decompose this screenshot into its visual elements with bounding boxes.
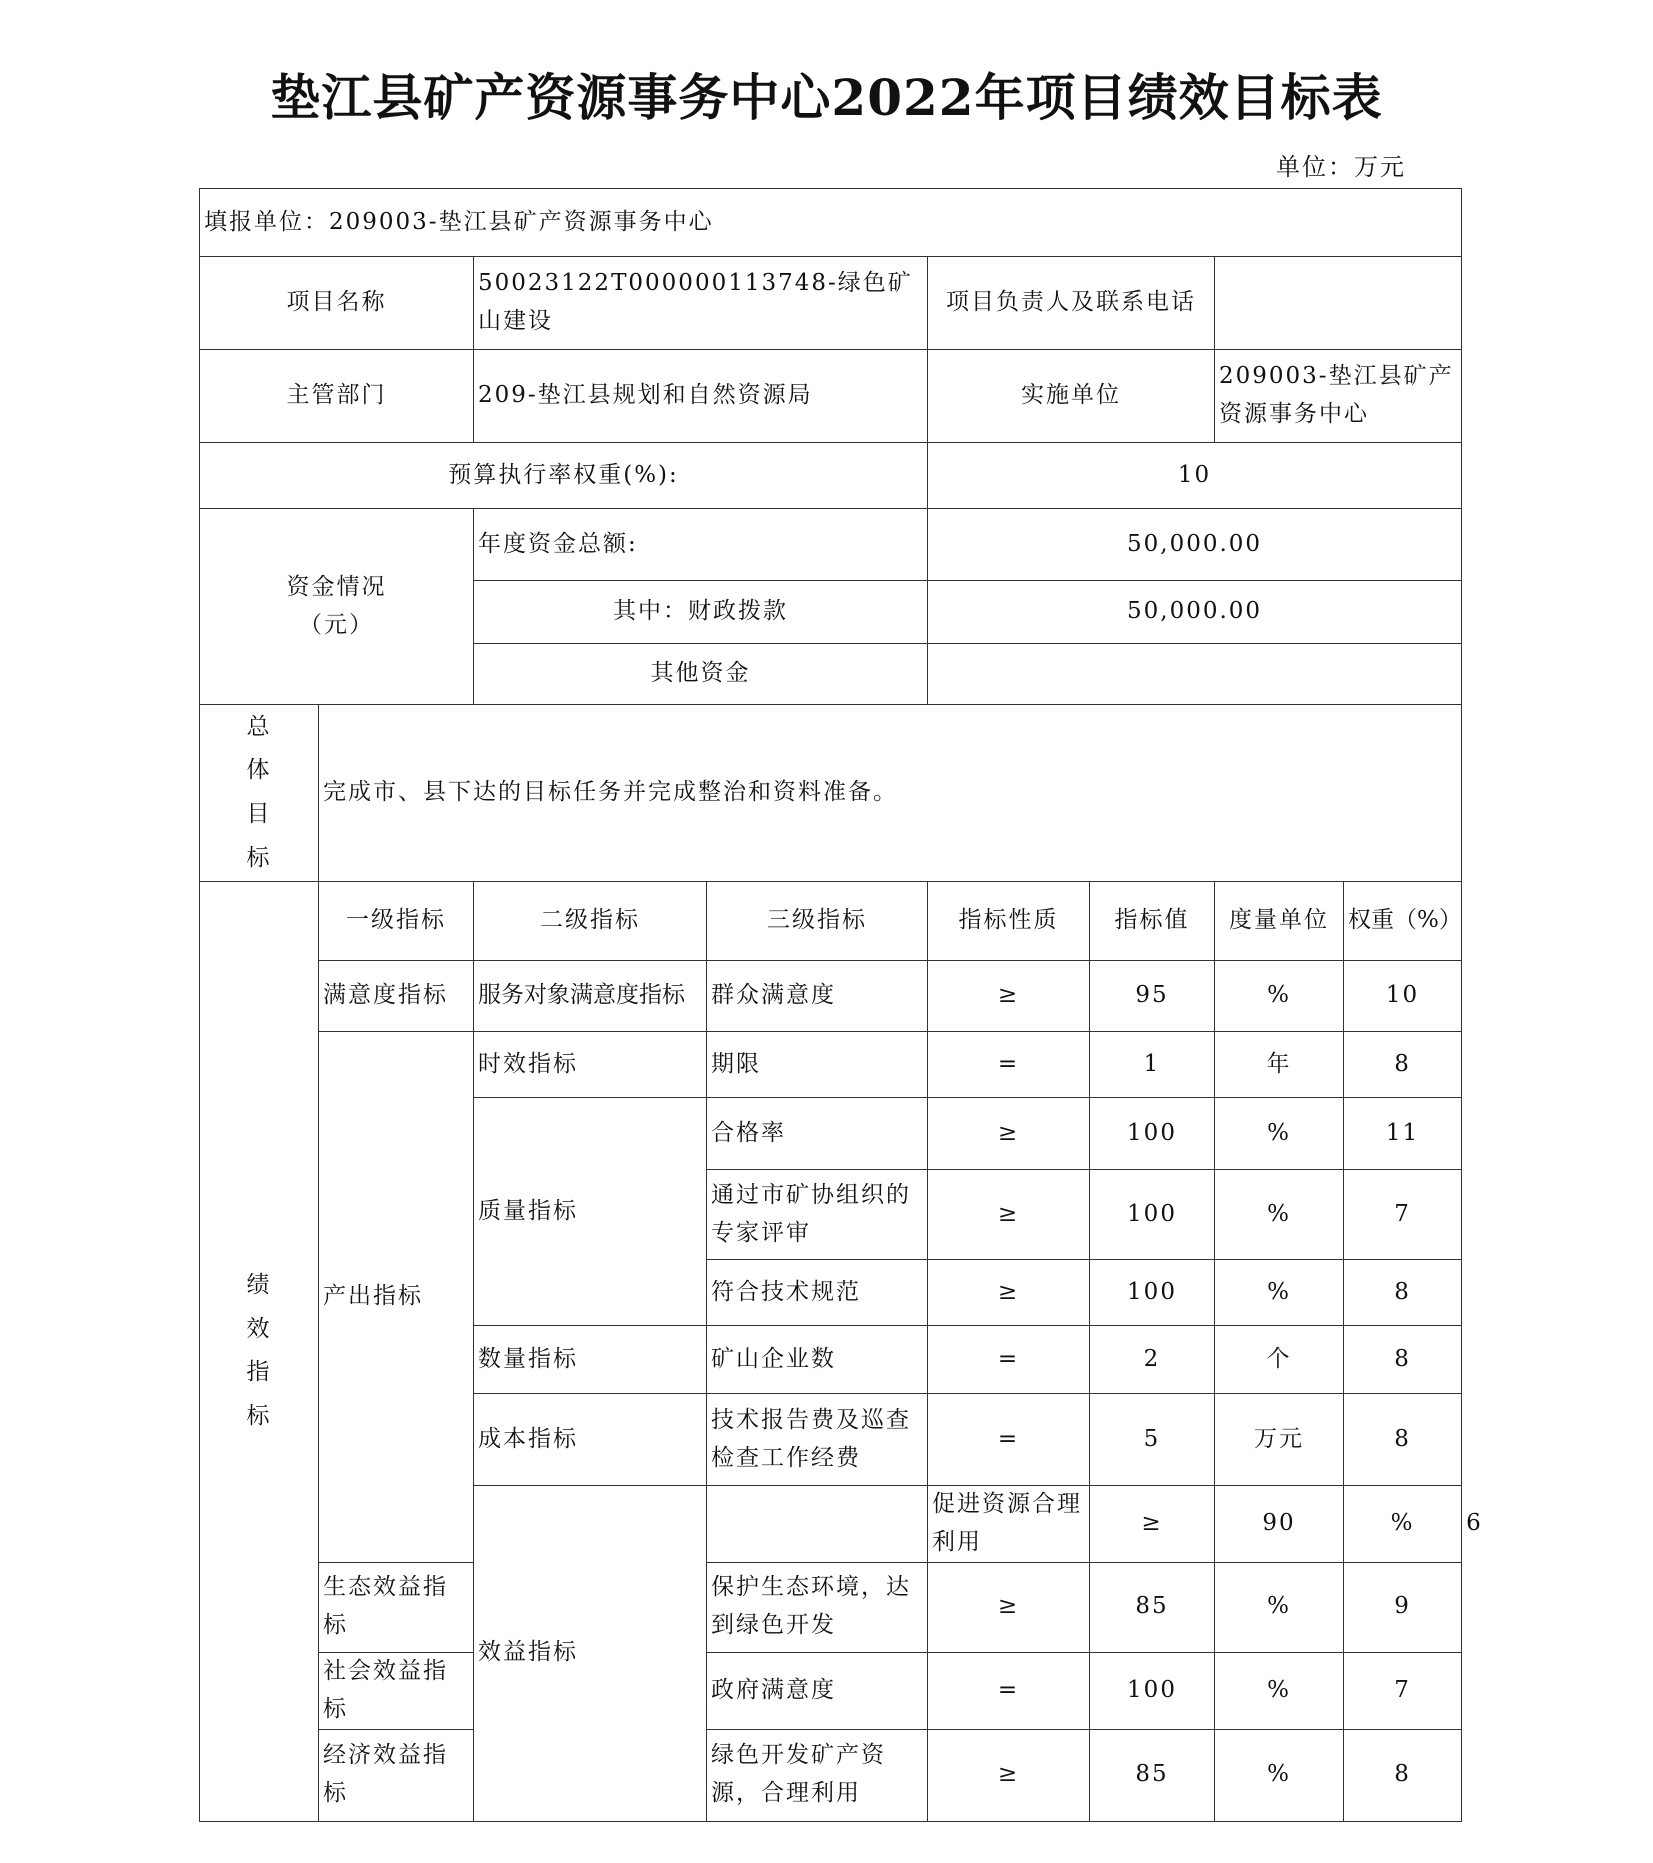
goal-text: 完成市、县下达的目标任务并完成整治和资料准备。 xyxy=(319,705,1462,882)
nature-cell: ≥ xyxy=(928,1260,1090,1326)
value-cell: 95 xyxy=(1090,961,1215,1032)
page-title: 垫江县矿产资源事务中心2022年项目绩效目标表 xyxy=(270,68,1383,127)
impl-value: 209003-垫江县矿产资源事务中心 xyxy=(1215,350,1462,443)
funds-label-line2: （元） xyxy=(299,611,374,638)
unit-cell: % xyxy=(1215,1652,1344,1729)
value-cell: 90 xyxy=(1215,1486,1344,1563)
level1-cell: 满意度指标 xyxy=(319,961,474,1032)
level1-cell: 效益指标 xyxy=(474,1486,707,1822)
unit-cell: 万元 xyxy=(1215,1394,1344,1486)
unit-cell: 年 xyxy=(1215,1032,1344,1098)
goal-label-char: 标 xyxy=(246,844,272,871)
contact-value xyxy=(1215,257,1462,350)
header-nature: 指标性质 xyxy=(928,882,1090,961)
value-cell: 100 xyxy=(1090,1260,1215,1326)
weight-cell: 8 xyxy=(1344,1260,1462,1326)
level3-cell: 通过市矿协组织的专家评审 xyxy=(707,1170,928,1260)
funds-label-line1: 资金情况 xyxy=(286,573,387,600)
funds-label xyxy=(200,509,474,705)
nature-cell: ≥ xyxy=(928,961,1090,1032)
fiscal-label: 其中：财政拨款 xyxy=(474,581,928,644)
unit-cell: % xyxy=(1215,1729,1344,1821)
value-cell: 1 xyxy=(1090,1032,1215,1098)
level2-cell: 生态效益指标 xyxy=(319,1562,474,1652)
unit-cell: 个 xyxy=(1215,1326,1344,1394)
perf-label-char: 指 xyxy=(246,1359,272,1386)
header-level2: 二级指标 xyxy=(474,882,707,961)
other-funds-value xyxy=(928,644,1462,705)
level1-cell: 产出指标 xyxy=(319,1032,474,1563)
project-name: 50023122T000000113748-绿色矿山建设 xyxy=(474,257,928,350)
other-funds-label: 其他资金 xyxy=(474,644,928,705)
weight-cell: 10 xyxy=(1344,961,1462,1032)
level3-cell: 矿山企业数 xyxy=(707,1326,928,1394)
unit-cell: % xyxy=(1215,1170,1344,1260)
weight-cell: 7 xyxy=(1344,1652,1462,1729)
weight-cell: 9 xyxy=(1344,1562,1462,1652)
value-cell: 100 xyxy=(1090,1170,1215,1260)
annual-total-value: 50,000.00 xyxy=(928,509,1462,581)
dept-label: 主管部门 xyxy=(200,350,474,443)
header-unit: 度量单位 xyxy=(1215,882,1344,961)
level3-cell: 符合技术规范 xyxy=(707,1260,928,1326)
value-cell: 100 xyxy=(1090,1652,1215,1729)
weight-cell: 8 xyxy=(1344,1326,1462,1394)
dept-value: 209-垫江县规划和自然资源局 xyxy=(474,350,928,443)
value-cell: 2 xyxy=(1090,1326,1215,1394)
level2-cell: 成本指标 xyxy=(474,1394,707,1486)
weight-cell: 8 xyxy=(1344,1032,1462,1098)
level2-cell xyxy=(707,1486,928,1563)
nature-cell: = xyxy=(928,1394,1090,1486)
unit-cell: % xyxy=(1215,1260,1344,1326)
goal-label xyxy=(200,705,319,882)
impl-label: 实施单位 xyxy=(928,350,1215,443)
contact-label: 项目负责人及联系电话 xyxy=(928,257,1215,350)
level3-cell: 群众满意度 xyxy=(707,961,928,1032)
nature-cell: = xyxy=(928,1032,1090,1098)
unit-cell: % xyxy=(1215,1098,1344,1170)
header-level1: 一级指标 xyxy=(319,882,474,961)
weight-cell: 11 xyxy=(1344,1098,1462,1170)
level2-cell: 经济效益指标 xyxy=(319,1729,474,1821)
value-cell: 100 xyxy=(1090,1098,1215,1170)
performance-table: 填报单位：209003-垫江县矿产资源事务中心 项目名称 50023122T000000113748-绿色矿山建设 项目负责人及联系电话 主管部门 209-垫江县规划和自然资源局 实施单位 209003-垫江县矿产资源事务中心 预算执行率权重(%): 10 资金情况 （元） 年度资金总额: 50,000.00 其中：财政拨款 50,000.00 其他资金 总 体 目 标 完成市、县下达的目标任务并完成整治和资料准备。 绩 效 指 标 一级指标 二级指标 三级指标 指标性质 指标值 度量单位 权重（%） 满意度指标 服务对象满意度指标 群众满意度 ≥ 95 % 10 产出指标 时效指标 期限 = 1 年 8 质量指标 合格率 ≥ 100 % 11 通过市矿协组织的专家评审 ≥ 100 % 7 符合技术规范 ≥ 100 % 8 数量指标 矿山企业数 = 2 个 8 成本指标 技术报告费及巡查检查工作经费 = 5 万元 8 效益指标 促进资源合理利用 ≥ 90 % 6 生态效益指标 保护生态环境，达到绿色开发 ≥ 85 % 9 社会效益指标 政府满意度 = 100 % 7 经济效益指标 绿色开发矿产资源，合理利用 ≥ 85 % 8 xyxy=(199,188,1462,1822)
fiscal-value: 50,000.00 xyxy=(928,581,1462,644)
nature-cell: ≥ xyxy=(1090,1486,1215,1563)
nature-cell: ≥ xyxy=(928,1729,1090,1821)
perf-label-char: 标 xyxy=(246,1403,272,1430)
level2-cell: 质量指标 xyxy=(474,1098,707,1326)
level3-cell: 保护生态环境，达到绿色开发 xyxy=(707,1562,928,1652)
goal-label-char: 总 xyxy=(246,713,272,740)
level2-cell: 服务对象满意度指标 xyxy=(474,961,707,1032)
perf-label-char: 绩 xyxy=(246,1272,272,1298)
value-cell: 5 xyxy=(1090,1394,1215,1486)
header-value: 指标值 xyxy=(1090,882,1215,961)
level3-cell: 绿色开发矿产资源，合理利用 xyxy=(707,1729,928,1821)
annual-total-label: 年度资金总额: xyxy=(474,509,928,581)
perf-label xyxy=(200,882,319,1822)
budget-weight-value: 10 xyxy=(928,443,1462,509)
value-cell: 85 xyxy=(1090,1562,1215,1652)
goal-label-char: 目 xyxy=(246,801,272,827)
unit-cell: % xyxy=(1215,961,1344,1032)
header-weight: 权重（%） xyxy=(1344,882,1462,961)
level2-cell: 社会效益指标 xyxy=(319,1652,474,1729)
level2-cell: 时效指标 xyxy=(474,1032,707,1098)
level3-cell: 合格率 xyxy=(707,1098,928,1170)
unit-cell: % xyxy=(1215,1562,1344,1652)
nature-cell: ≥ xyxy=(928,1170,1090,1260)
level3-cell: 促进资源合理利用 xyxy=(928,1486,1090,1563)
project-name-label: 项目名称 xyxy=(200,257,474,350)
nature-cell: = xyxy=(928,1652,1090,1729)
weight-cell: 8 xyxy=(1344,1729,1462,1821)
weight-cell: 8 xyxy=(1344,1394,1462,1486)
nature-cell: = xyxy=(928,1326,1090,1394)
level3-cell: 期限 xyxy=(707,1032,928,1098)
nature-cell: ≥ xyxy=(928,1098,1090,1170)
weight-cell: 7 xyxy=(1344,1170,1462,1260)
value-cell: 85 xyxy=(1090,1729,1215,1821)
unit-cell: % xyxy=(1344,1486,1462,1563)
nature-cell: ≥ xyxy=(928,1562,1090,1652)
budget-weight-label: 预算执行率权重(%): xyxy=(200,443,928,509)
goal-label-char: 体 xyxy=(246,757,272,784)
unit-note: 单位：万元 xyxy=(1276,153,1406,181)
perf-label-char: 效 xyxy=(246,1315,272,1342)
fill-unit: 填报单位：209003-垫江县矿产资源事务中心 xyxy=(200,189,1462,257)
level3-cell: 技术报告费及巡查检查工作经费 xyxy=(707,1394,928,1486)
level3-cell: 政府满意度 xyxy=(707,1652,928,1729)
level2-cell: 数量指标 xyxy=(474,1326,707,1394)
header-level3: 三级指标 xyxy=(707,882,928,961)
